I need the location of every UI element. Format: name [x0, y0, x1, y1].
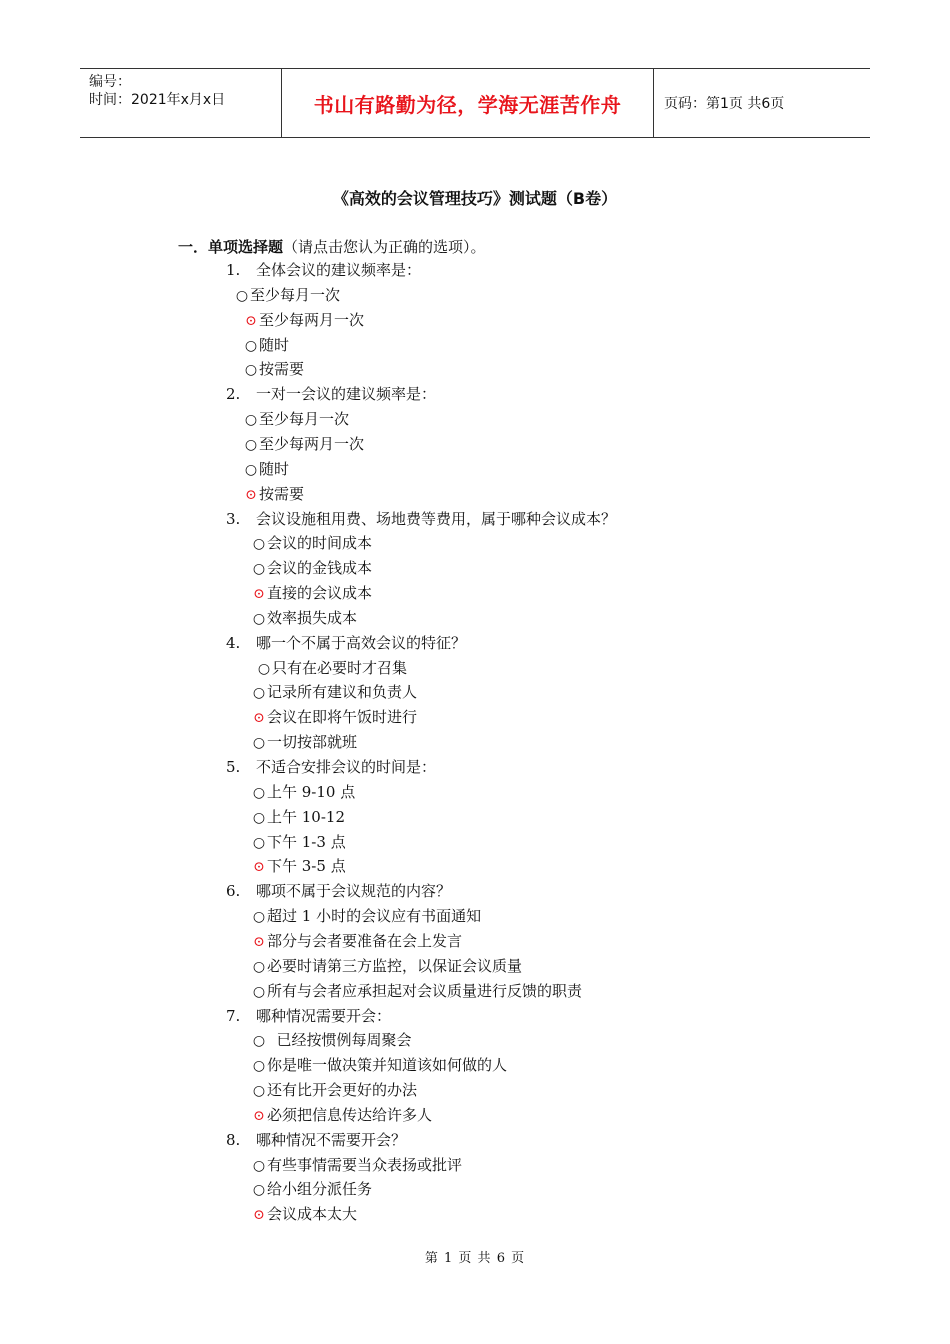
radio-unchecked-icon[interactable]: ○ — [252, 809, 266, 826]
radio-unchecked-icon[interactable]: ○ — [252, 1182, 266, 1199]
option-q5-1[interactable] — [251, 780, 355, 805]
radio-unchecked-icon[interactable]: ○ — [252, 983, 266, 1000]
page-header — [80, 68, 870, 138]
radio-checked-icon[interactable]: ⊙ — [253, 710, 265, 727]
option-q7-3[interactable] — [251, 1078, 417, 1103]
radio-unchecked-icon[interactable]: ○ — [252, 909, 266, 926]
option-label: 会议成本太大 — [267, 1205, 358, 1224]
option-label: 部分与会者要准备在会上发言 — [267, 931, 463, 950]
option-q6-2[interactable] — [251, 929, 462, 954]
radio-checked-icon[interactable]: ⊙ — [245, 486, 257, 503]
question-text: 不适合安排会议的时间是： — [256, 758, 437, 776]
option-label: 按需要 — [259, 484, 305, 503]
question-number: 7. — [226, 1006, 241, 1025]
question-text: 一对一会议的建议频率是： — [256, 385, 437, 404]
header-meta — [80, 69, 282, 137]
option-q3-4[interactable] — [251, 606, 357, 631]
option-q3-1[interactable] — [251, 531, 372, 556]
question-number: 3. — [226, 509, 241, 528]
radio-checked-icon[interactable]: ⊙ — [245, 312, 257, 329]
header-motto: 书山有路勤为径，学海无涯苦作舟 — [313, 92, 622, 117]
option-q4-2[interactable] — [251, 680, 417, 705]
page-footer: 第 1 页 共 6 页 — [424, 1251, 526, 1266]
question-7 — [226, 1004, 391, 1029]
question-text: 全体会议的建议频率是： — [256, 261, 422, 279]
option-label: 至少每月一次 — [259, 410, 350, 429]
option-label: 按需要 — [259, 360, 305, 379]
radio-checked-icon[interactable]: ⊙ — [253, 586, 265, 603]
radio-unchecked-icon[interactable]: ○ — [252, 1157, 266, 1174]
question-number: 6. — [226, 882, 241, 901]
option-q2-1[interactable] — [243, 407, 349, 432]
option-q1-4[interactable] — [243, 357, 304, 382]
question-text: 哪项不属于会议规范的内容？ — [256, 882, 452, 901]
option-label: 下午 3-5 点 — [267, 857, 346, 876]
option-label: 必要时请第三方监控，以保证会议质量 — [267, 956, 523, 975]
radio-unchecked-icon[interactable]: ○ — [244, 412, 258, 429]
option-label: 还有比开会更好的办法 — [267, 1081, 418, 1100]
option-q1-2[interactable] — [243, 308, 364, 333]
radio-unchecked-icon[interactable]: ○ — [235, 287, 249, 304]
option-label: 上午 9-10 点 — [267, 782, 356, 801]
question-4 — [226, 631, 466, 656]
option-q8-3[interactable] — [251, 1202, 357, 1227]
option-label: 所有与会者应承担起对会议质量进行反馈的职责 — [267, 981, 583, 1000]
question-number: 8. — [226, 1130, 241, 1149]
option-label: 超过 1 小时的会议应有书面通知 — [267, 907, 482, 926]
radio-unchecked-icon[interactable]: ○ — [257, 660, 271, 677]
option-label: 直接的会议成本 — [267, 584, 373, 603]
radio-unchecked-icon[interactable]: ○ — [252, 1058, 266, 1075]
question-5 — [226, 755, 436, 780]
option-q6-1[interactable] — [251, 904, 481, 929]
section-note: （请点击您认为正确的选项）。 — [283, 238, 486, 256]
option-label: 至少每月一次 — [250, 285, 341, 304]
radio-unchecked-icon[interactable]: ○ — [252, 610, 266, 627]
question-3 — [226, 507, 616, 532]
option-q2-3[interactable] — [243, 457, 289, 482]
question-2 — [226, 382, 436, 407]
option-q1-1[interactable] — [234, 283, 340, 308]
option-label: 至少每两月一次 — [259, 310, 365, 329]
option-label: 只有在必要时才召集 — [272, 658, 408, 677]
option-label: 上午 10-12 — [267, 807, 346, 826]
header-page-info-cell — [654, 69, 870, 137]
option-label: 下午 1-3 点 — [267, 832, 346, 851]
option-label: 随时 — [259, 335, 290, 354]
option-label: 会议的金钱成本 — [267, 559, 373, 578]
option-q8-1[interactable] — [251, 1153, 462, 1178]
question-6 — [226, 879, 451, 904]
option-label: 记录所有建议和负责人 — [267, 683, 418, 702]
radio-checked-icon[interactable]: ⊙ — [253, 859, 265, 876]
option-q6-3[interactable] — [251, 954, 522, 979]
option-q4-1[interactable] — [256, 656, 407, 681]
document-title: 《高效的会议管理技巧》测试题（B卷） — [332, 189, 618, 208]
radio-checked-icon[interactable]: ⊙ — [253, 1207, 265, 1224]
date-label: 时间：2021年x月x日 — [89, 92, 226, 108]
option-q2-4[interactable] — [243, 482, 304, 507]
question-text: 哪一个不属于高效会议的特征？ — [256, 633, 467, 652]
number-label: 编号： — [89, 74, 131, 90]
option-q8-2[interactable] — [251, 1177, 372, 1202]
option-q4-3[interactable] — [251, 705, 417, 730]
radio-unchecked-icon[interactable]: ○ — [252, 735, 266, 752]
option-q7-1[interactable] — [251, 1028, 412, 1053]
option-q4-4[interactable] — [251, 730, 357, 755]
section-title: 一．单项选择题 — [178, 238, 284, 256]
question-number: 4. — [226, 633, 241, 652]
radio-unchecked-icon[interactable]: ○ — [252, 1083, 266, 1100]
radio-checked-icon[interactable]: ⊙ — [253, 1107, 265, 1124]
question-text: 哪种情况需要开会： — [256, 1006, 392, 1025]
question-1 — [226, 258, 421, 283]
radio-unchecked-icon[interactable]: ○ — [252, 958, 266, 975]
radio-unchecked-icon[interactable]: ○ — [252, 685, 266, 702]
option-label: 会议在即将午饭时进行 — [267, 708, 418, 727]
option-q7-2[interactable] — [251, 1053, 507, 1078]
radio-unchecked-icon[interactable]: ○ — [252, 834, 266, 851]
option-q5-3[interactable] — [251, 830, 346, 855]
question-number: 2. — [226, 385, 241, 404]
radio-unchecked-icon[interactable]: ○ — [252, 536, 266, 553]
option-label: 必须把信息传达给许多人 — [267, 1105, 433, 1124]
option-q1-3[interactable] — [243, 333, 289, 358]
option-q3-3[interactable] — [251, 581, 372, 606]
option-q7-4[interactable] — [251, 1103, 432, 1128]
question-8 — [226, 1128, 406, 1153]
radio-unchecked-icon[interactable]: ○ — [252, 784, 266, 801]
header-motto-cell — [282, 69, 654, 137]
header-page-info: 页码：第1页 共6页 — [664, 96, 785, 112]
question-text: 哪种情况不需要开会？ — [256, 1130, 407, 1149]
radio-unchecked-icon[interactable]: ○ — [252, 1033, 266, 1050]
option-label: 已经按惯例每周聚会 — [267, 1031, 412, 1050]
option-label: 会议的时间成本 — [267, 534, 373, 553]
option-label: 随时 — [259, 459, 290, 478]
radio-unchecked-icon[interactable]: ○ — [244, 362, 258, 379]
option-q5-2[interactable] — [251, 805, 345, 830]
radio-unchecked-icon[interactable]: ○ — [244, 337, 258, 354]
option-q5-4[interactable] — [251, 854, 346, 879]
option-label: 给小组分派任务 — [267, 1180, 373, 1199]
radio-unchecked-icon[interactable]: ○ — [244, 436, 258, 453]
option-label: 至少每两月一次 — [259, 434, 365, 453]
question-number: 5. — [226, 758, 241, 776]
option-q2-2[interactable] — [243, 432, 364, 457]
option-q3-2[interactable] — [251, 556, 372, 581]
question-number: 1. — [226, 261, 241, 279]
option-label: 你是唯一做决策并知道该如何做的人 — [267, 1056, 508, 1075]
option-label: 一切按部就班 — [267, 733, 358, 752]
option-label: 有些事情需要当众表扬或批评 — [267, 1155, 463, 1174]
section-heading — [178, 236, 486, 257]
option-q6-4[interactable] — [251, 979, 582, 1004]
radio-unchecked-icon[interactable]: ○ — [252, 561, 266, 578]
question-text: 会议设施租用费、场地费等费用，属于哪种会议成本？ — [256, 509, 617, 528]
radio-unchecked-icon[interactable]: ○ — [244, 461, 258, 478]
option-label: 效率损失成本 — [267, 608, 358, 627]
radio-checked-icon[interactable]: ⊙ — [253, 933, 265, 950]
